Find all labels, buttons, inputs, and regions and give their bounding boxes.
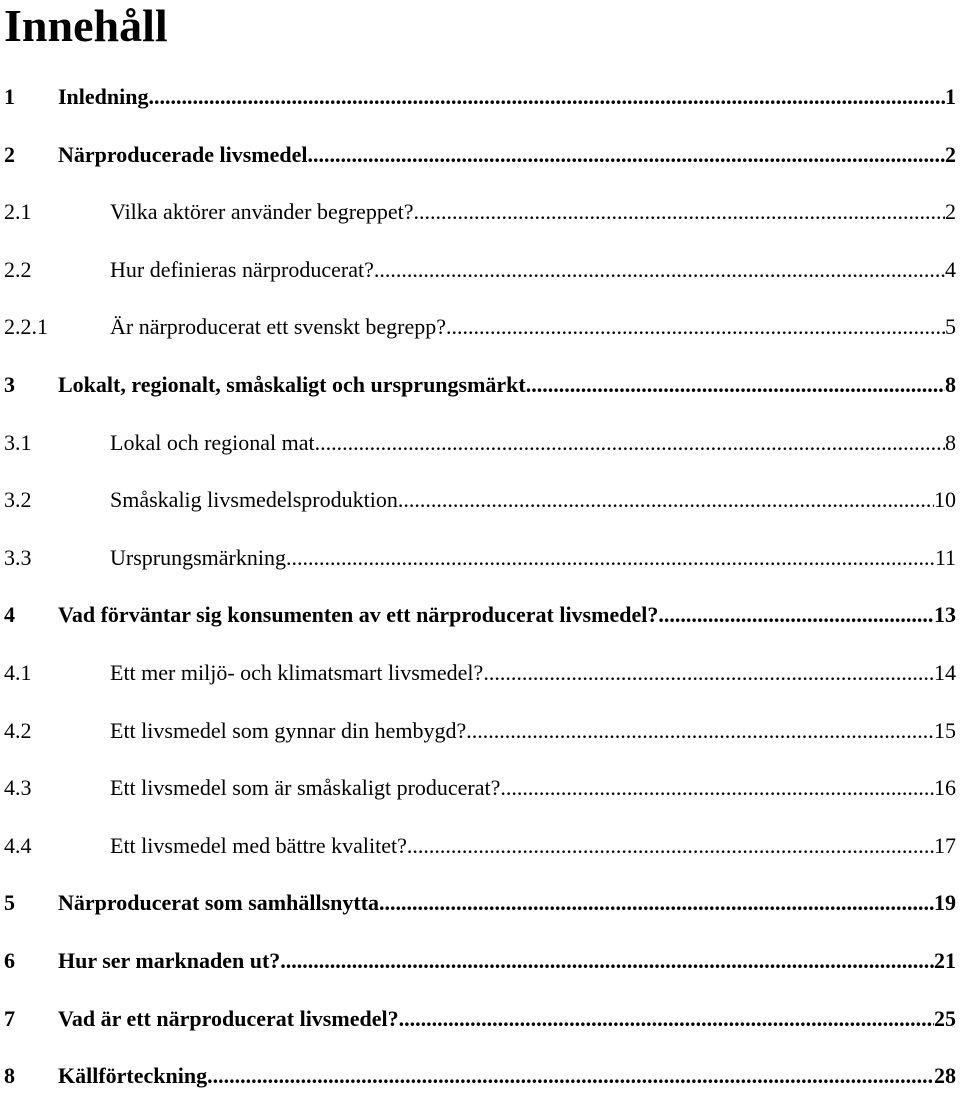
toc-entry[interactable]: [0, 427, 960, 459]
toc-entry-line: [58, 887, 956, 919]
toc-entry-line: [58, 1060, 956, 1092]
toc-entry-title: Vad är ett närproducerat livsmedel?: [58, 1006, 399, 1031]
toc-entry-title: Närproducerat som samhällsnytta: [58, 890, 380, 915]
toc-entry-line: [110, 830, 956, 862]
toc-entry-page: 16: [934, 775, 956, 800]
toc-entry-title: Vad förväntar sig konsumenten av ett närproducerat livsmedel?: [58, 602, 659, 627]
toc-entry-page: 2: [945, 199, 956, 224]
toc-entry-page: 11: [934, 545, 956, 570]
toc-entry-page: 28: [934, 1063, 956, 1088]
toc-entry-number: 8: [4, 1063, 15, 1088]
toc-entry-line: [58, 139, 956, 171]
toc-entry-number: 4.1: [4, 660, 32, 685]
toc-entry-page: 10: [934, 487, 956, 512]
toc-entry-title: Lokal och regional mat: [110, 430, 315, 455]
toc-entry[interactable]: [0, 945, 960, 977]
toc-entry-line: [110, 772, 956, 804]
toc-entry-title: Närproducerade livsmedel: [58, 142, 308, 167]
toc-entry-page: 2: [945, 142, 956, 167]
toc-entry[interactable]: [0, 81, 960, 113]
toc-entry[interactable]: [0, 196, 960, 228]
toc-dot-leader: [286, 542, 935, 574]
toc-entry[interactable]: [0, 542, 960, 574]
toc-entry-page: 5: [945, 314, 956, 339]
toc-entry-line: [58, 1003, 956, 1035]
toc-entry-number: 4.2: [4, 718, 32, 743]
toc-entry-page: 17: [934, 833, 956, 858]
toc-entry-page: 8: [945, 430, 956, 455]
toc-entry[interactable]: [0, 311, 960, 343]
toc-entry[interactable]: [0, 1003, 960, 1035]
toc-entry-title: Vilka aktörer använder begreppet?: [110, 199, 414, 224]
toc-entry-title: Ett mer miljö- och klimatsmart livsmedel?: [110, 660, 484, 685]
toc-entry-line: [110, 311, 956, 343]
toc-dot-leader: [207, 1060, 934, 1092]
toc-entry-line: [110, 542, 956, 574]
toc-entry-number: 4.4: [4, 833, 32, 858]
toc-entry-line: [58, 81, 956, 113]
toc-dot-leader: [500, 772, 934, 804]
toc-dot-leader: [466, 715, 934, 747]
toc-entry[interactable]: [0, 715, 960, 747]
toc-dot-leader: [446, 311, 945, 343]
toc-entry-title: Är närproducerat ett svenskt begrepp?: [110, 314, 446, 339]
toc-entry-title: Ursprungsmärkning: [110, 545, 286, 570]
toc-entry[interactable]: [0, 657, 960, 689]
toc-entry-number: 3.2: [4, 487, 32, 512]
toc-entry-page: 14: [934, 660, 956, 685]
toc-entry-page: 13: [934, 602, 956, 627]
toc-entry-number: 4: [4, 602, 15, 627]
toc-entry-page: 25: [934, 1006, 956, 1031]
toc-dot-leader: [407, 830, 934, 862]
toc-entry-title: Småskalig livsmedelsproduktion: [110, 487, 398, 512]
toc-entry-line: [110, 657, 956, 689]
toc-entry[interactable]: [0, 254, 960, 286]
toc-entry-number: 3.3: [4, 545, 32, 570]
toc-entry-line: [110, 196, 956, 228]
toc-entry-page: 21: [934, 948, 956, 973]
toc-entry-number: 3.1: [4, 430, 32, 455]
toc-dot-leader: [280, 945, 934, 977]
toc-dot-leader: [413, 196, 945, 228]
toc-entry[interactable]: [0, 1060, 960, 1092]
toc-entry[interactable]: [0, 369, 960, 401]
toc-entry-number: 1: [4, 84, 15, 109]
toc-entry-title: Ett livsmedel som gynnar din hembygd?: [110, 718, 467, 743]
toc-entry-title: Inledning: [58, 84, 149, 109]
toc-entry-title: Ett livsmedel som är småskaligt producerat?: [110, 775, 501, 800]
toc-dot-leader: [398, 484, 934, 516]
toc-entry[interactable]: [0, 772, 960, 804]
toc-entry-number: 2.1: [4, 199, 32, 224]
toc-dot-leader: [399, 1003, 934, 1035]
toc-entry-number: 4.3: [4, 775, 32, 800]
toc-dot-leader: [526, 369, 945, 401]
toc-entry[interactable]: [0, 599, 960, 631]
toc-entry-number: 2.2: [4, 257, 32, 282]
toc-dot-leader: [658, 599, 934, 631]
toc-dot-leader: [379, 887, 934, 919]
toc-entry-title: Ett livsmedel med bättre kvalitet?: [110, 833, 407, 858]
toc-entry-number: 2.2.1: [4, 314, 48, 339]
toc-entry[interactable]: [0, 484, 960, 516]
toc-entry[interactable]: [0, 139, 960, 171]
toc-entry-number: 3: [4, 372, 15, 397]
toc-entry-number: 5: [4, 890, 15, 915]
toc-entry-title: Källförteckning: [58, 1063, 208, 1088]
toc-entry-page: 19: [934, 890, 956, 915]
toc-entry-line: [110, 715, 956, 747]
toc-entry-line: [58, 369, 956, 401]
toc-entry-line: [110, 427, 956, 459]
toc-dot-leader: [315, 427, 945, 459]
toc-entry-page: 4: [945, 257, 956, 282]
toc-dot-leader: [483, 657, 934, 689]
toc-entry-line: [58, 945, 956, 977]
toc-entry-number: 7: [4, 1006, 15, 1031]
toc-entry-page: 15: [934, 718, 956, 743]
toc-dot-leader: [149, 81, 946, 113]
toc-entry-number: 2: [4, 142, 15, 167]
toc-dot-leader: [374, 254, 945, 286]
toc-entry-title: Hur ser marknaden ut?: [58, 948, 281, 973]
page-title: Innehåll: [4, 0, 168, 51]
toc-entry-line: [110, 254, 956, 286]
toc-entry-title: Lokalt, regionalt, småskaligt och ursprungsmärkt: [58, 372, 526, 397]
toc-entry-page: 1: [945, 84, 956, 109]
toc-entry-page: 8: [945, 372, 956, 397]
toc-entry[interactable]: [0, 830, 960, 862]
toc-dot-leader: [308, 139, 945, 171]
toc-entry-line: [110, 484, 956, 516]
toc-entry-line: [58, 599, 956, 631]
toc-entry-title: Hur definieras närproducerat?: [110, 257, 374, 282]
toc-entry[interactable]: [0, 887, 960, 919]
toc-entry-number: 6: [4, 948, 15, 973]
